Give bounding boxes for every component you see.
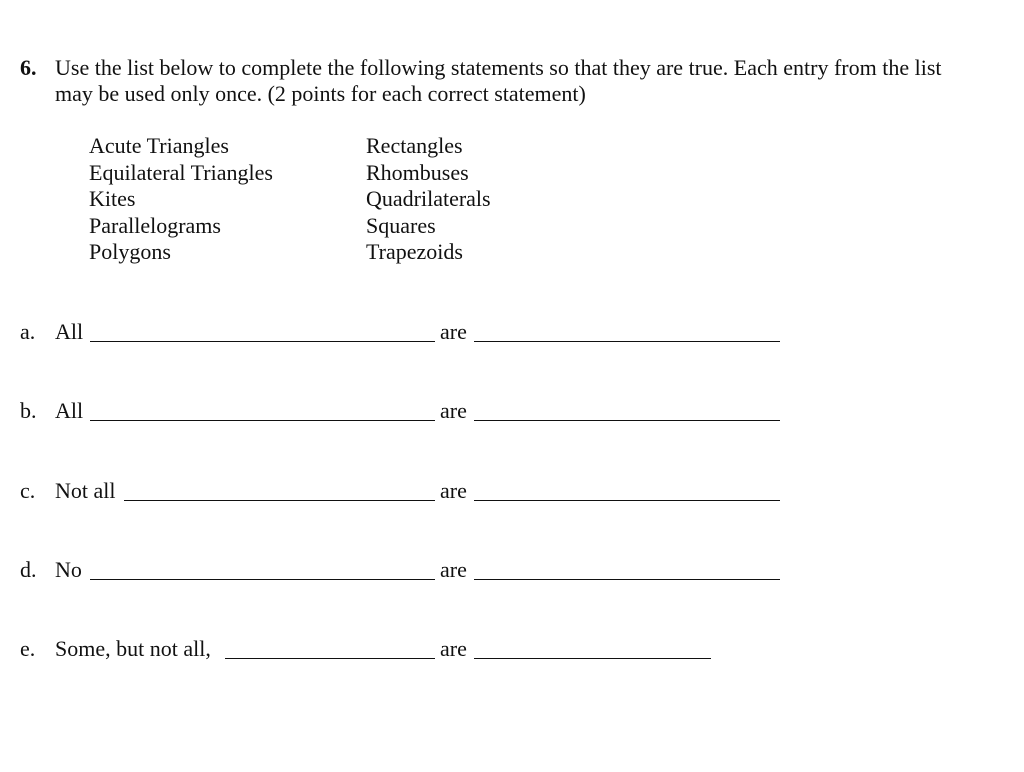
answer-blank-subject[interactable]	[90, 579, 435, 580]
statement-letter: c.	[20, 478, 36, 503]
answer-blank-predicate[interactable]	[474, 500, 780, 501]
statement-prefix: Not all	[55, 478, 116, 503]
word-bank-item: Acute Triangles	[89, 133, 229, 158]
statement-prefix: All	[55, 319, 84, 344]
word-bank-item: Polygons	[89, 239, 171, 264]
statement-letter: d.	[20, 557, 37, 582]
question-number: 6.	[20, 55, 37, 80]
answer-blank-subject[interactable]	[124, 500, 435, 501]
statement-connector: are	[440, 398, 467, 423]
statement-prefix: Some, but not all,	[55, 636, 211, 661]
answer-blank-subject[interactable]	[225, 658, 435, 659]
statement-letter: a.	[20, 319, 36, 344]
answer-blank-predicate[interactable]	[474, 658, 711, 659]
word-bank-item: Kites	[89, 186, 136, 211]
statement-connector: are	[440, 319, 467, 344]
statement-letter: b.	[20, 398, 37, 423]
statement-connector: are	[440, 636, 467, 661]
statement-letter: e.	[20, 636, 36, 661]
answer-blank-predicate[interactable]	[474, 579, 780, 580]
answer-blank-subject[interactable]	[90, 341, 435, 342]
word-bank-item: Rhombuses	[366, 159, 469, 185]
statement-prefix: No	[55, 557, 82, 582]
statement-connector: are	[440, 478, 467, 503]
statement-prefix: All	[55, 398, 84, 423]
word-bank-item: Squares	[366, 212, 436, 238]
word-bank-item: Quadrilaterals	[366, 186, 491, 211]
word-bank-item: Trapezoids	[366, 239, 463, 264]
answer-blank-subject[interactable]	[90, 420, 435, 421]
instruction-line-1: Use the list below to complete the following statements so that they are true. Each entry from the list	[55, 55, 942, 80]
answer-blank-predicate[interactable]	[474, 341, 780, 342]
word-bank-item: Rectangles	[366, 133, 463, 158]
word-bank-item: Equilateral Triangles	[89, 159, 273, 185]
instruction-line-2: may be used only once. (2 points for each correct statement)	[55, 81, 586, 106]
answer-blank-predicate[interactable]	[474, 420, 780, 421]
word-bank-item: Parallelograms	[89, 212, 221, 238]
statement-connector: are	[440, 557, 467, 582]
